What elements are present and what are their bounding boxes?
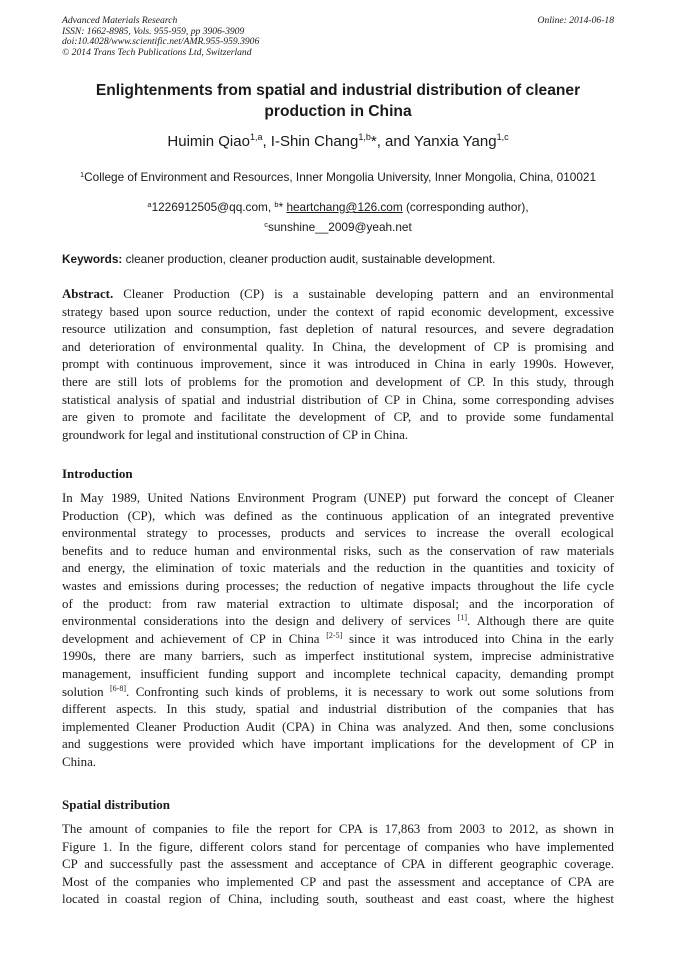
author-name: Yanxia Yang (413, 133, 497, 150)
abstract-line: Abstract. Cleaner Production (CP) is a sustainable developing pattern and an environmental (62, 287, 614, 301)
abstract-line: there are still lots of problems for the promotion and development of CP. In this study, through (62, 374, 614, 389)
introduction-paragraph (62, 490, 614, 772)
spatial-line: Figure 1. In the figure, different colors stand for percentage of companies who have implemented (62, 839, 614, 854)
abstract-line: are given to promote and facilitate the development of CP, and to provide some fundamental (62, 410, 614, 425)
paper-title (62, 80, 614, 122)
keywords (62, 252, 614, 266)
keywords-label: Keywords: (62, 252, 123, 266)
intro-line: environmental considerations into the design and delivery of services [1]. Although there are quite (62, 613, 614, 629)
copyright-line: © 2014 Trans Tech Publications Ltd, Switzerland (62, 46, 252, 58)
corresponding-email-link[interactable]: heartchang@126.com (286, 200, 403, 214)
abstract-paragraph (62, 286, 614, 444)
author-name: I-Shin Chang (270, 133, 359, 150)
online-date: Online: 2014-06-18 (537, 15, 614, 26)
abstract-label: Abstract. (62, 287, 114, 301)
issn-line: ISSN: 1662-8985, Vols. 955-959, pp 3906-3909 (62, 25, 245, 37)
intro-line: different aspects. In this study, spatial and industrial distribution of the companies that has (62, 702, 614, 717)
author-affil-sup: 1,a (249, 132, 263, 142)
intro-line: implemented Cleaner Production Audit (CPA) in China was analyzed. And then, some conclusions (62, 719, 614, 734)
intro-line: development and achievement of CP in China [2-5] since it was introduced into China in the early (62, 630, 614, 646)
email-sup: c (264, 220, 268, 229)
spatial-paragraph (62, 821, 614, 909)
abstract-line: prompt with continuous improvement, since it was introduced in China in early 1990s. However, (62, 357, 614, 372)
doi-line: doi:10.4028/www.scientific.net/AMR.955-959.3906 (62, 36, 260, 48)
intro-line: solution [6-8]. Confronting such kinds of problems, it is necessary to work out some solutions from (62, 683, 614, 699)
author-separator: , (262, 133, 271, 150)
abstract-line: strategy based upon source reduction, under the context of rapid economic development, excessive (62, 304, 614, 319)
author-name: Huimin Qiao (167, 133, 250, 150)
email-line-1 (62, 196, 614, 216)
spatial-distribution-heading: Spatial distribution (62, 797, 171, 812)
intro-line: 1990s, there are many barriers, such as imperfect institutional system, imprecise administrative (62, 649, 614, 664)
intro-line: In May 1989, United Nations Environment Program (UNEP) put forward the concept of Cleaner (62, 491, 614, 505)
email-sup: b (274, 200, 279, 209)
keywords-text: cleaner production, cleaner production audit, sustainable development. (122, 252, 496, 266)
email-note: (corresponding author), (402, 200, 529, 214)
affiliation (62, 170, 614, 184)
spatial-line: located in coastal region of China, including south, southeast and east coast, where the highest (62, 892, 614, 907)
author-affil-sup: 1,c (496, 132, 509, 142)
author-affil-sup: 1,b (358, 132, 371, 142)
intro-line: and energy, the elimination of toxic materials and the reduction in the quantities and toxicity of (62, 561, 614, 576)
affiliation-sup: 1 (79, 170, 85, 179)
abstract-line: groundwork for legal and institutional construction of CP in China. (62, 427, 409, 442)
email-sup: a (147, 200, 152, 209)
intro-line: China. (62, 754, 97, 769)
intro-line: benefits and to reduce human and environmental risks, such as the conservation of raw materials (62, 543, 614, 558)
citation-ref: [1] (457, 613, 467, 623)
journal-header (62, 16, 259, 58)
author-emails (62, 196, 614, 236)
corresponding-mark: * (370, 133, 377, 150)
author-separator: , and (376, 133, 414, 150)
abstract-line: and deterioration of environmental quality. In China, the development of CP is promising and (62, 339, 614, 354)
spatial-line: Most of the companies who implemented CP and past the assessment and acceptance of CPA are (62, 874, 614, 889)
spatial-line: CP and successfully past the assessment and acceptance of CPA in different geographic coverage. (62, 857, 614, 872)
author-list (62, 132, 614, 150)
intro-line: management, insufficient funding support and incomplete technical capacity, demanding prompt (62, 666, 614, 681)
citation-ref: [2-5] (326, 630, 343, 640)
abstract-line: resource utilization and consumption, fast depletion of natural resources, and severe degradation (62, 322, 614, 337)
intro-line: of the product: from raw material extraction to ultimate disposal; and the incorporation of (62, 596, 614, 611)
abstract-line: statistical analysis of spatial and industrial distribution of CP in China, some corresponding advises (62, 392, 614, 407)
email-text: sunshine__2009@yeah.net (267, 220, 412, 234)
email-line-2 (62, 216, 614, 236)
affiliation-text: College of Environment and Resources, Inner Mongolia University, Inner Mongolia, China, 010021 (84, 170, 597, 184)
intro-line: and suggestions were provided which have important implications for the development of CP in (62, 737, 614, 752)
journal-name: Advanced Materials Research (62, 15, 178, 26)
introduction-heading: Introduction (62, 466, 133, 481)
spatial-line: The amount of companies to file the report for CPA is 17,863 from 2003 to 2012, as shown in (62, 822, 614, 836)
corresponding-mark: * (278, 200, 287, 214)
intro-line: wastes and emissions during processes; the reduction of negative impacts throughout the life cycle (62, 578, 614, 593)
citation-ref: [6-8] (110, 683, 127, 693)
intro-line: environmental strategy to processes, products and services to increase the overall ecological (62, 526, 614, 541)
title-line-2: production in China (264, 103, 412, 120)
email-text: 1226912505@qq.com, (151, 200, 275, 214)
title-line-1: Enlightenments from spatial and industrial distribution of cleaner (95, 82, 581, 99)
intro-line: Production (CP), which was defined as the continuous application of an integrated preventive (62, 508, 614, 523)
